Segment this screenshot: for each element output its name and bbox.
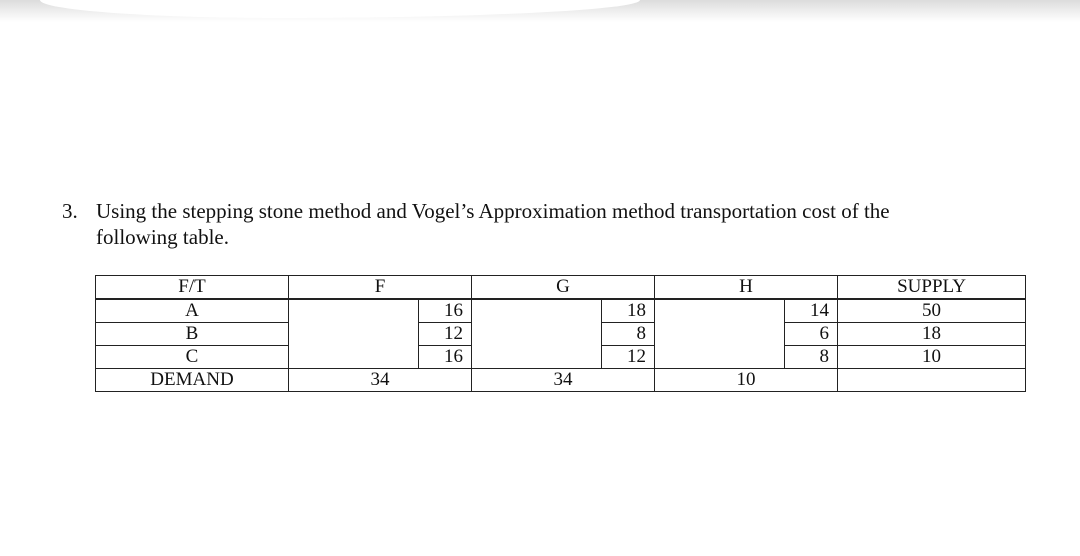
alloc-cell bbox=[472, 346, 602, 369]
transportation-table-body bbox=[95, 299, 1026, 392]
corner-cell: F/T bbox=[96, 276, 289, 299]
question-text bbox=[96, 198, 1046, 250]
table-header-row bbox=[96, 276, 1026, 299]
cost-cell: 16 bbox=[419, 346, 472, 369]
demand-cell-h: 10 bbox=[655, 369, 838, 392]
alloc-cell bbox=[289, 300, 419, 323]
supply-cell: 50 bbox=[838, 300, 1026, 323]
cost-cell: 18 bbox=[602, 300, 655, 323]
question-line-1: Using the stepping stone method and Vogel’s Approximation method transportation cost of the bbox=[96, 199, 890, 223]
demand-cell-g: 34 bbox=[472, 369, 655, 392]
table-row bbox=[96, 323, 1026, 346]
cost-cell: 14 bbox=[785, 300, 838, 323]
source-label: B bbox=[96, 323, 289, 346]
table-row bbox=[96, 346, 1026, 369]
dest-header-h: H bbox=[655, 276, 838, 299]
table-row bbox=[96, 300, 1026, 323]
cost-cell: 8 bbox=[602, 323, 655, 346]
cost-cell: 12 bbox=[602, 346, 655, 369]
supply-cell: 18 bbox=[838, 323, 1026, 346]
demand-row bbox=[96, 369, 1026, 392]
dest-header-f: F bbox=[289, 276, 472, 299]
demand-cell-f: 34 bbox=[289, 369, 472, 392]
cost-cell: 16 bbox=[419, 300, 472, 323]
demand-label: DEMAND bbox=[96, 369, 289, 392]
supply-header: SUPPLY bbox=[838, 276, 1026, 299]
cost-cell: 6 bbox=[785, 323, 838, 346]
cost-cell: 12 bbox=[419, 323, 472, 346]
question-number: 3. bbox=[62, 199, 78, 223]
source-label: A bbox=[96, 300, 289, 323]
supply-cell: 10 bbox=[838, 346, 1026, 369]
alloc-cell bbox=[655, 300, 785, 323]
alloc-cell bbox=[289, 346, 419, 369]
cost-cell: 8 bbox=[785, 346, 838, 369]
demand-supply-blank bbox=[838, 369, 1026, 392]
transportation-table bbox=[95, 275, 1026, 299]
alloc-cell bbox=[472, 300, 602, 323]
question-line-2: following table. bbox=[96, 225, 229, 249]
alloc-cell bbox=[472, 323, 602, 346]
dest-header-g: G bbox=[472, 276, 655, 299]
alloc-cell bbox=[289, 323, 419, 346]
source-label: C bbox=[96, 346, 289, 369]
alloc-cell bbox=[655, 323, 785, 346]
alloc-cell bbox=[655, 346, 785, 369]
